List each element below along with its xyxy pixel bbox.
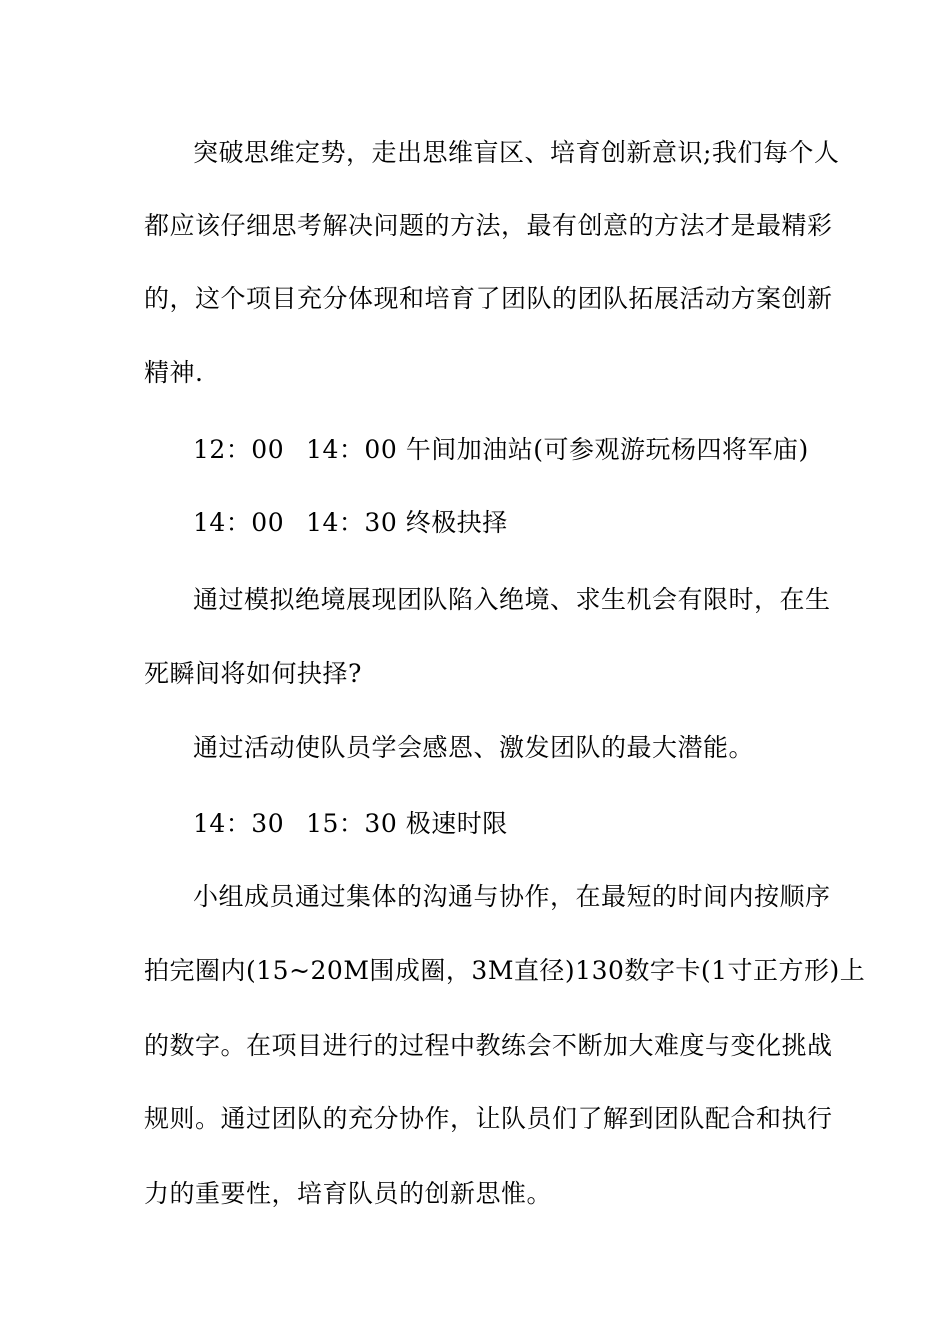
paragraph-line: 小组成员通过集体的沟通与协作，在最短的时间内按顺序 (193, 882, 831, 911)
paragraph-line: 通过活动使队员学会感恩、激发团队的最大潜能。 (193, 733, 755, 762)
paragraph-line: 死瞬间将如何抉择? (144, 659, 362, 688)
schedule-line (193, 434, 809, 466)
end-time-and-activity: 14：00 午间加油站(可参观游玩杨四将军庙) (306, 435, 809, 464)
paragraph-line: 都应该仔细思考解决问题的方法，最有创意的方法才是最精彩 (144, 211, 833, 240)
end-time-and-activity: 14：30 终极抉择 (306, 508, 508, 537)
start-time: 14：30 (193, 809, 285, 838)
schedule-line (193, 808, 508, 840)
paragraph-line: 拍完圈内(15~20M围成圈，3M直径)130数字卡(1寸正方形)上 (144, 956, 866, 985)
start-time: 12：00 (193, 435, 285, 464)
end-time-and-activity: 15：30 极速时限 (306, 809, 508, 838)
paragraph-line: 规则。通过团队的充分协作，让队员们了解到团队配合和执行 (144, 1104, 833, 1133)
paragraph-line: 通过模拟绝境展现团队陷入绝境、求生机会有限时，在生 (193, 585, 831, 614)
schedule-line (193, 507, 508, 539)
paragraph-line: 的数字。在项目进行的过程中教练会不断加大难度与变化挑战 (144, 1031, 833, 1060)
paragraph-line: 的，这个项目充分体现和培育了团队的团队拓展活动方案创新 (144, 284, 833, 313)
paragraph-line: 力的重要性，培育队员的创新思惟。 (144, 1179, 553, 1208)
start-time: 14：00 (193, 508, 285, 537)
paragraph-line: 突破思维定势，走出思维盲区、培育创新意识;我们每个人 (193, 138, 840, 167)
paragraph-line: 精神. (144, 358, 204, 387)
